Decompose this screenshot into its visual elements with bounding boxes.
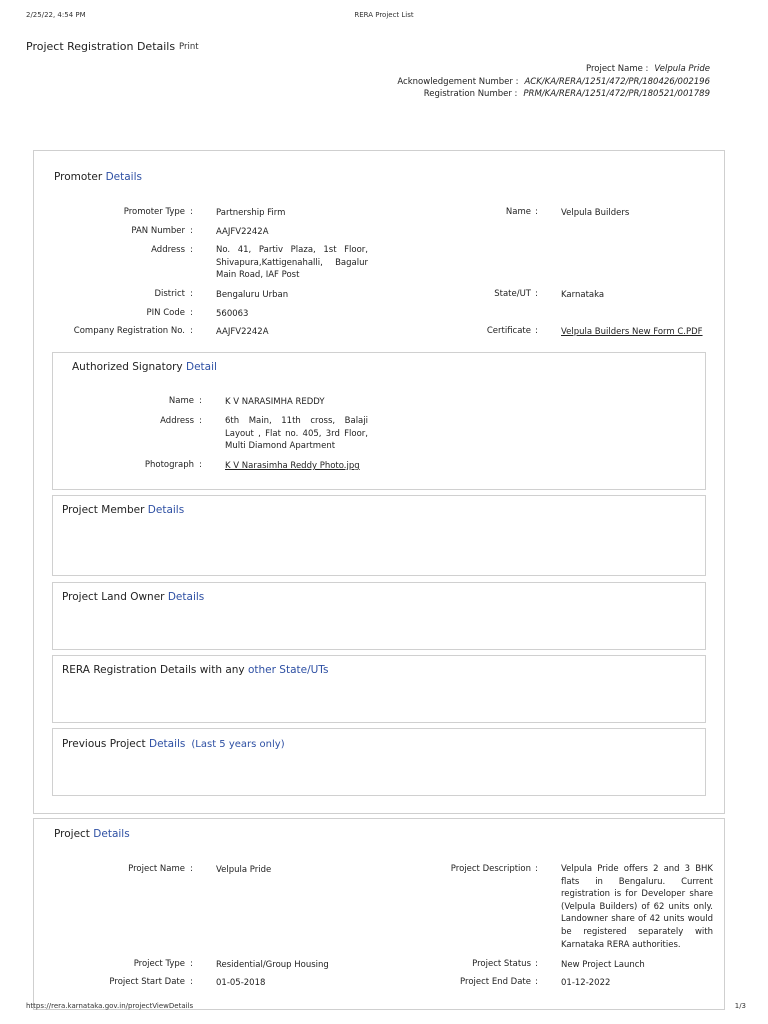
project-title-prefix: Project [54,828,90,840]
colon: : [190,959,193,969]
meta-project-name [397,63,710,76]
state-value: Karnataka [561,290,605,300]
colon: : [190,977,193,987]
print-timestamp: 2/25/22, 4:54 PM [26,11,86,19]
signatory-section-title [72,361,217,373]
colon: : [190,308,193,318]
print-link[interactable]: Print [179,42,199,52]
promoter-title-prefix: Promoter [54,171,103,183]
promoter-name-label: Name [505,207,531,217]
address-value: No. 41, Partiv Plaza, 1st Floor, Shivapura,Kattigenahalli, Bagalur Main Road, IAF Post [216,245,368,281]
signatory-title-prefix: Authorized Signatory [72,361,183,373]
promoter-title-accent: Details [105,171,142,183]
meta-reg-value: PRM/KA/RERA/1251/472/PR/180521/001789 [523,89,710,99]
project-name-label: Project Name [128,864,185,874]
rera-other-section-title [62,664,328,676]
project-type-label: Project Type [133,959,185,969]
signatory-address-value: 6th Main, 11th cross, Balaji Layout , Flat no. 405, 3rd Floor, Multi Diamond Apartment [225,416,368,452]
project-description-value: Velpula Pride offers 2 and 3 BHK flats in Bengaluru. Current registration is for Developer share (Velpula Builders) of 62 units only. Landowner share of 42 units would be registered separately with Karnataka RERA authorities. [561,864,713,950]
pin-label: PIN Code [146,308,185,318]
meta-reg-label: Registration Number : [423,89,518,99]
start-date-value: 01-05-2018 [216,978,266,988]
rera-other-title-prefix: RERA Registration Details with any [62,664,245,676]
company-reg-value: AAJFV2242A [216,327,269,337]
colon: : [199,460,202,470]
project-name-value: Velpula Pride [216,865,272,875]
colon: : [190,245,193,255]
meta-project-name-value: Velpula Pride [654,64,710,74]
colon: : [199,416,202,426]
meta-ack-value: ACK/KA/RERA/1251/472/PR/180426/002196 [524,76,710,87]
previous-title-prefix: Previous Project [62,738,146,750]
project-type-value: Residential/Group Housing [216,960,329,970]
photograph-link[interactable]: K V Narasimha Reddy Photo.jpg [225,461,360,471]
end-date-value: 01-12-2022 [561,978,611,988]
land-owner-section-title [62,591,204,603]
project-status-value: New Project Launch [561,960,645,970]
footer-url: https://rera.karnataka.gov.in/projectViewDetails [26,1002,194,1010]
colon: : [535,289,538,299]
project-title-accent: Details [93,828,130,840]
land-owner-title-accent: Details [167,591,205,603]
pan-label: PAN Number [131,226,185,236]
registration-meta [397,63,710,101]
print-page-title: RERA Project List [354,11,414,19]
district-value: Bengaluru Urban [216,290,289,300]
start-date-label: Project Start Date [109,977,185,987]
colon: : [535,864,538,874]
promoter-name-value: Velpula Builders [561,208,630,218]
project-section-title [54,828,130,840]
meta-ack [397,76,710,89]
project-description-label: Project Description [450,864,531,874]
signatory-address-label: Address [160,416,194,426]
project-status-label: Project Status [472,959,531,969]
meta-project-name-label: Project Name : [585,64,649,74]
colon: : [535,959,538,969]
colon: : [190,207,193,217]
signatory-title-accent: Detail [186,361,217,373]
certificate-label: Certificate [486,326,531,336]
signatory-name-label: Name [168,396,194,406]
colon: : [190,326,193,336]
signatory-name-value: K V NARASIMHA REDDY [225,397,325,407]
previous-title-accent: Details [148,738,186,750]
photograph-label: Photograph [144,460,194,470]
pin-value: 560063 [216,309,249,319]
member-title-accent: Details [147,504,185,516]
colon: : [190,226,193,236]
company-reg-label: Company Registration No. [73,326,185,336]
meta-reg [397,88,710,101]
member-section-title [62,504,184,516]
promoter-type-value: Partnership Firm [216,208,286,218]
colon: : [190,864,193,874]
colon: : [535,977,538,987]
footer-page-number: 1/3 [734,1002,746,1010]
meta-ack-label: Acknowledgement Number : [397,76,519,87]
previous-note: (Last 5 years only) [191,739,285,750]
colon: : [535,326,538,336]
state-label: State/UT [494,289,531,299]
colon: : [199,396,202,406]
promoter-type-label: Promoter Type [123,207,185,217]
promoter-section-title [54,171,142,183]
member-title-prefix: Project Member [62,504,145,516]
previous-section-title [62,738,285,750]
colon: : [190,289,193,299]
page-title: Project Registration Details [26,40,176,53]
land-owner-title-prefix: Project Land Owner [62,591,165,603]
certificate-link[interactable]: Velpula Builders New Form C.PDF [561,327,703,337]
address-label: Address [151,245,185,255]
rera-other-title-accent: other State/UTs [247,664,329,676]
end-date-label: Project End Date [460,977,531,987]
colon: : [535,207,538,217]
district-label: District [154,289,185,299]
pan-value: AAJFV2242A [216,227,269,237]
